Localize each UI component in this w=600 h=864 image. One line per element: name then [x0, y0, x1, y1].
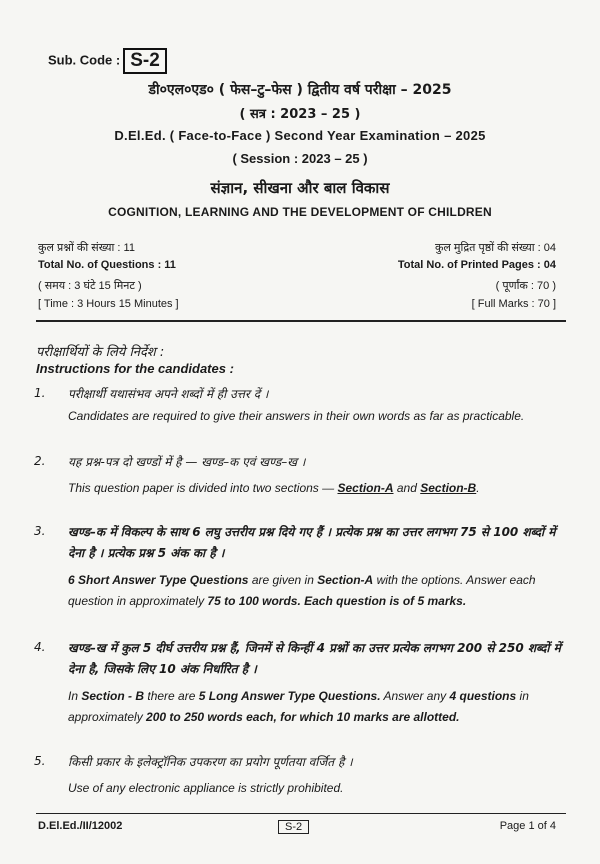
time-hindi: ( समय : 3 घंटे 15 मिनट ) [38, 280, 142, 292]
item-english: Use of any electronic appliance is strictly prohibited. [68, 781, 344, 795]
text-span: Section - B [81, 689, 145, 703]
title-hindi: डी०एल०एड० ( फेस–टु–फेस ) द्वितीय वर्ष परीक्षा – 2025 [148, 82, 452, 98]
header-divider [36, 320, 566, 322]
text-span: . [476, 481, 480, 495]
instructions-heading-english: Instructions for the candidates : [36, 361, 234, 376]
questions-english: Total No. of Questions : 11 [38, 259, 176, 271]
item-hindi: किसी प्रकार के इलेक्ट्रॉनिक उपकरण का प्रयोग पूर्णतया वर्जित है । [68, 755, 353, 769]
sub-code [48, 48, 167, 74]
subject-english: COGNITION, LEARNING AND THE DEVELOPMENT OF CHILDREN [108, 205, 492, 219]
text-span: 4 questions [449, 689, 517, 703]
item-number: 4. [34, 640, 46, 654]
item-english [68, 570, 568, 612]
text-span: Section-A [317, 573, 374, 587]
text-span: and [396, 481, 417, 495]
session-hindi: ( सत्र : 2023 – 25 ) [239, 107, 361, 122]
item-hindi: यह प्रश्न-पत्र दो खण्डों में है — खण्ड–क एवं खण्ड–ख । [68, 455, 306, 469]
marks-hindi: ( पूर्णांक : 70 ) [495, 280, 556, 292]
text-span: there are [147, 689, 196, 703]
item-hindi: खण्ड–ख में कुल 5 दीर्घ उत्तरीय प्रश्न हैं, जिनमें से किन्हीं 4 प्रश्नों का उत्तर प्रत्येक लगभग 200 से 250 शब्दों में देना है, जिसके लिए 10 अंक निर्धारित है । [68, 641, 561, 676]
text-span: in approximately [68, 689, 529, 724]
text-span: 200 to 250 words each, for which 10 marks are allotted. [146, 710, 460, 724]
footer-code: D.El.Ed./II/12002 [38, 820, 123, 832]
time-english: [ Time : 3 Hours 15 Minutes ] [38, 298, 179, 310]
footer-divider [36, 813, 566, 814]
text-span: 6 Short Answer Type Questions [68, 573, 249, 587]
item-english: Candidates are required to give their answers in their own words as far as practicable. [68, 409, 525, 423]
text-span: This question paper is divided into two sections — [68, 481, 335, 495]
sub-code-label: Sub. Code : [48, 52, 121, 68]
questions-hindi: कुल प्रश्नों की संख्या : 11 [38, 242, 135, 254]
item-english [68, 686, 568, 728]
text-span: 5 Long Answer Type Questions. [198, 689, 381, 703]
item-number: 1. [34, 386, 46, 400]
text-span: 75 to 100 words. Each question is of 5 marks. [207, 594, 467, 608]
text-span: with the options. Answer each question in approximately [68, 573, 536, 608]
section-b-ref: Section-B [420, 481, 477, 495]
item-hindi: परीक्षार्थी यथासंभव अपने शब्दों में ही उत्तर दें । [68, 387, 269, 401]
pages-english: Total No. of Printed Pages : 04 [397, 259, 556, 271]
text-span: are given in [251, 573, 314, 587]
item-number: 3. [34, 524, 46, 538]
item-number: 5. [34, 754, 46, 768]
subject-hindi: संज्ञान, सीखना और बाल विकास [210, 179, 390, 197]
text-span: In [68, 689, 79, 703]
instructions-heading-hindi: परीक्षार्थियों के लिये निर्देश : [36, 345, 165, 360]
item-english [68, 478, 568, 499]
footer-sub-code: S-2 [278, 820, 309, 834]
sub-code-box: S-2 [123, 48, 167, 74]
section-a-ref: Section-A [337, 481, 394, 495]
title-english: D.El.Ed. ( Face-to-Face ) Second Year Examination – 2025 [114, 128, 486, 143]
session-english: ( Session : 2023 – 25 ) [232, 151, 368, 166]
item-hindi: खण्ड–क में विकल्प के साथ 6 लघु उत्तरीय प्रश्न दिये गए हैं । प्रत्येक प्रश्न का उत्तर लगभग 75 से 100 शब्दों में देना है । प्रत्येक प्रश्न 5 अंक का है । [68, 525, 556, 560]
pages-hindi: कुल मुद्रित पृष्ठों की संख्या : 04 [434, 242, 556, 254]
item-number: 2. [34, 454, 46, 468]
marks-english: [ Full Marks : 70 ] [471, 298, 556, 310]
text-span: Answer any [383, 689, 447, 703]
footer-page-number: Page 1 of 4 [499, 820, 556, 832]
